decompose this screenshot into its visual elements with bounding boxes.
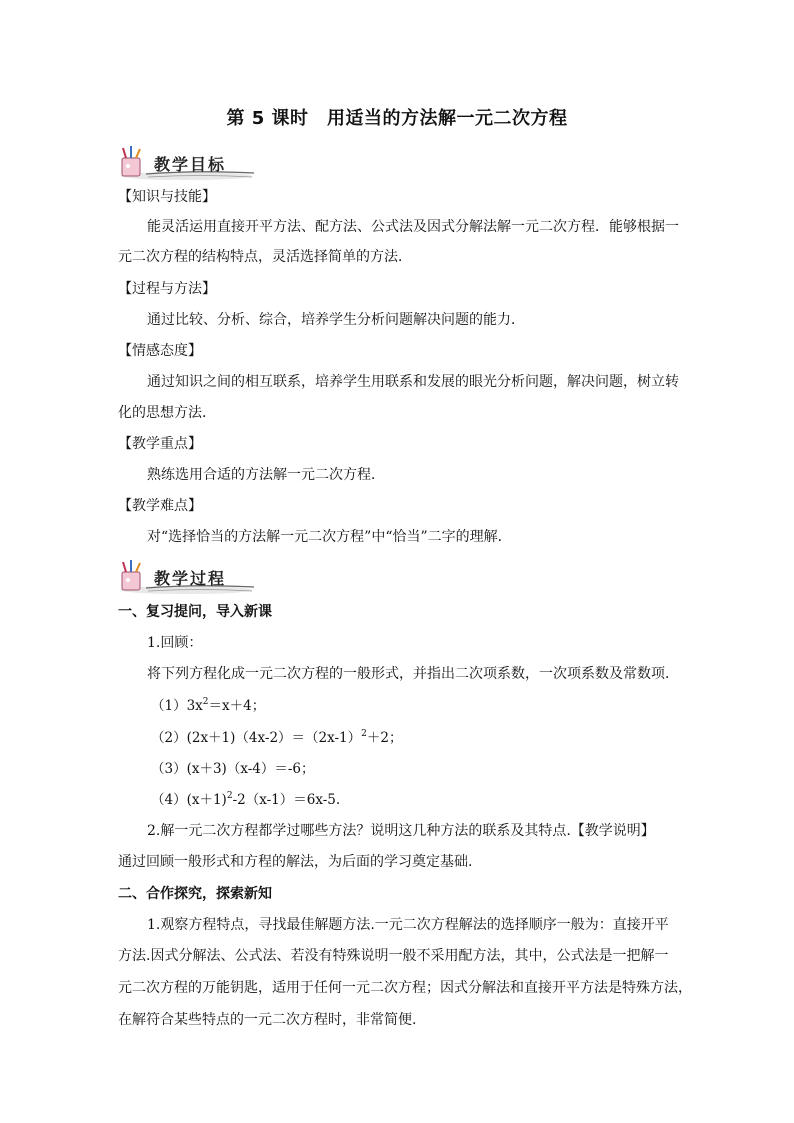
question-2-text-line: 2.解一元二次方程都学过哪些方法？说明这几种方法的联系及其特点.【教学说明】	[147, 823, 655, 839]
question-2-text-line: 通过回顾一般形式和方程的解法，为后面的学习奠定基础.	[118, 854, 473, 870]
process-heading: 【过程与方法】	[118, 281, 216, 297]
difficult-point-text: 对“选择恰当的方法解一元二次方程”中“恰当”二字的理解．	[147, 529, 512, 545]
process-banner	[116, 560, 256, 596]
observation-text-line: 1.观察方程特点，寻找最佳解题方法.一元二次方程解法的选择顺序一般为：直接开平	[147, 917, 669, 933]
section-heading: 一、复习提问，导入新课	[118, 604, 272, 620]
observation-text-line: 在解符合某些特点的一元二次方程时，非常简便.	[118, 1012, 417, 1028]
goals-banner-label: 教学目标	[154, 155, 227, 174]
process-text-line: 通过比较、分析、综合，培养学生分析问题解决问题的能力．	[147, 312, 525, 328]
knowledge-heading: 【知识与技能】	[118, 189, 216, 205]
review-task-text: 将下列方程化成一元二次方程的一般形式，并指出二次项系数，一次项系数及常数项．	[147, 666, 679, 682]
section-heading: 二、合作探究，探索新知	[118, 886, 272, 902]
observation-text-line: 元二次方程的万能钥匙，适用于任何一元二次方程；因式分解法和直接开平方法是特殊方法，	[118, 980, 692, 996]
observation-text-line: 方法.因式分解法、公式法、若没有特殊说明一般不采用配方法，其中，公式法是一把解一	[118, 948, 669, 964]
goals-banner	[116, 146, 256, 182]
page-title: 第 5 课时 用适当的方法解一元二次方程	[226, 108, 568, 129]
equation-1: $(1)3x^2=x+4$；	[151, 697, 266, 714]
key-point-heading: 【教学重点】	[118, 436, 202, 452]
equation-4: $(4)(x+1)^2-2(x-1)=6x-5$.	[151, 791, 341, 808]
attitude-text-line: 化的思想方法．	[118, 405, 216, 421]
process-banner-label: 教学过程	[154, 569, 227, 588]
knowledge-text-line: 元二次方程的结构特点，灵活选择简单的方法．	[118, 249, 412, 265]
difficult-point-heading: 【教学难点】	[118, 498, 202, 514]
knowledge-text-line: 能灵活运用直接开平方法、配方法、公式法及因式分解法解一元二次方程．能够根据一	[147, 219, 679, 235]
equation-2: $(2)(2x+1)(4x-2)=(2x-1)^2+2$；	[151, 729, 403, 746]
equation-3: （3）(x＋3)（x-4）＝-6；	[151, 761, 315, 777]
key-point-text: 熟练选用合适的方法解一元二次方程．	[147, 467, 385, 483]
attitude-heading: 【情感态度】	[118, 343, 202, 359]
review-label: 1.回顾：	[147, 635, 203, 651]
attitude-text-line: 通过知识之间的相互联系，培养学生用联系和发展的眼光分析问题，解决问题，树立转	[147, 374, 679, 390]
